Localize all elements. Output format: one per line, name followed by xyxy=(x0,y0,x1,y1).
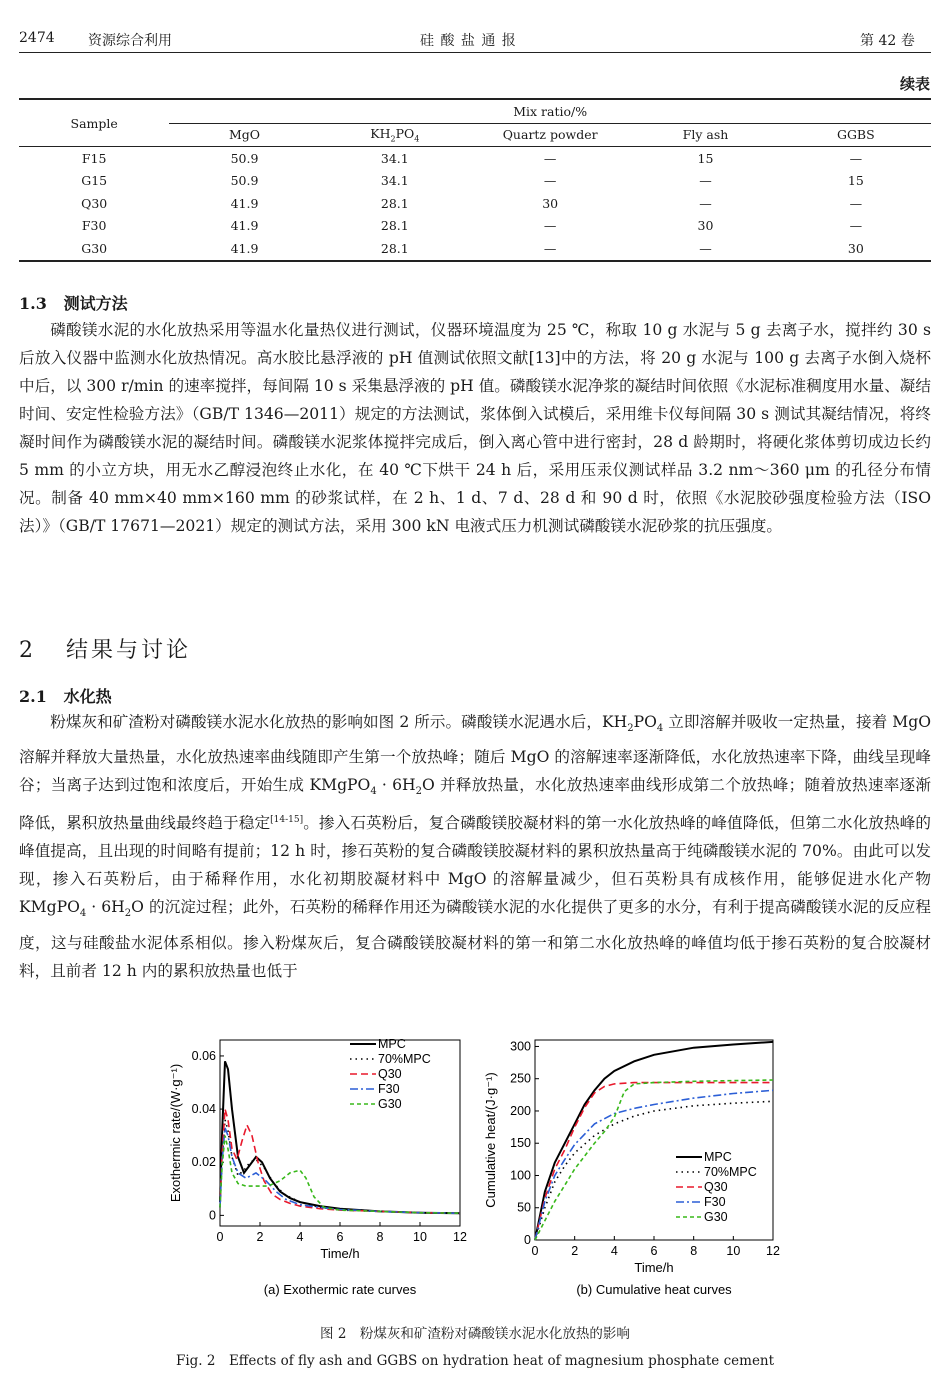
y-tick-label: 50 xyxy=(517,1200,531,1215)
section-1-3-body xyxy=(19,316,931,540)
chart-panel-1 xyxy=(168,1037,467,1297)
legend-label: F30 xyxy=(378,1082,400,1096)
value-cell: 50.9 xyxy=(230,150,259,166)
section-number: 2.1 xyxy=(19,687,47,706)
series-line-f30 xyxy=(220,1128,460,1214)
journal-section: 资源综合利用 xyxy=(88,33,172,49)
y-tick-label: 0.06 xyxy=(191,1048,216,1063)
sample-header: Sample xyxy=(70,115,118,131)
journal-name: 硅 酸 盐 通 报 xyxy=(420,33,517,49)
sample-cell: F30 xyxy=(81,218,107,234)
x-axis-label: Time/h xyxy=(634,1260,674,1275)
figure-caption-en: Fig. 2 Effects of fly ash and GGBS on hydration heat of magnesium phosphate cement xyxy=(175,1353,775,1369)
section-number: 2 xyxy=(19,638,36,663)
y-tick-label: 0.02 xyxy=(191,1155,216,1170)
sample-cell: G30 xyxy=(81,240,108,256)
section-number: 1.3 xyxy=(19,294,47,313)
value-cell: 15 xyxy=(847,173,864,189)
volume-label: 第 42 卷 xyxy=(860,33,915,49)
sample-cell: G15 xyxy=(81,173,108,189)
x-tick-label: 8 xyxy=(690,1244,698,1258)
value-cell: — xyxy=(543,150,557,166)
table-row xyxy=(19,170,931,193)
value-cell: 28.1 xyxy=(380,218,409,234)
legend-label: Q30 xyxy=(378,1067,402,1081)
section-title: 测试方法 xyxy=(63,294,128,313)
x-tick-label: 10 xyxy=(413,1230,427,1244)
mix-ratio-table xyxy=(19,100,931,260)
value-cell: 41.9 xyxy=(230,218,259,234)
x-tick-label: 12 xyxy=(453,1230,467,1244)
plot-frame xyxy=(220,1040,460,1226)
x-tick-label: 8 xyxy=(376,1230,384,1244)
value-cell: 50.9 xyxy=(230,173,259,189)
value-cell: 34.1 xyxy=(380,150,409,166)
value-cell: 41.9 xyxy=(230,195,259,211)
value-cell: — xyxy=(543,218,557,234)
section-2-1-body xyxy=(19,708,931,985)
table-bottom-rule xyxy=(19,260,931,262)
column-header: $KH_2PO_4$ xyxy=(370,126,420,144)
value-cell: 15 xyxy=(697,150,714,166)
table-row xyxy=(19,237,931,260)
table-row xyxy=(19,192,931,215)
figure-2 xyxy=(0,1030,950,1320)
x-tick-label: 12 xyxy=(766,1244,780,1258)
column-header: MgO xyxy=(228,127,261,143)
x-tick-label: 2 xyxy=(571,1244,579,1258)
y-axis-label: Exothermic rate/(W·g⁻¹) xyxy=(168,1063,183,1203)
column-header: Fly ash xyxy=(682,127,729,143)
section-title: 结果与讨论 xyxy=(65,638,191,663)
mix-ratio-header: Mix ratio/% xyxy=(169,100,931,123)
value-cell: 28.1 xyxy=(380,195,409,211)
legend-label: 70%MPC xyxy=(704,1165,757,1179)
y-tick-label: 150 xyxy=(510,1136,531,1151)
y-tick-label: 250 xyxy=(510,1071,531,1086)
table-row xyxy=(19,147,931,170)
x-tick-label: 6 xyxy=(336,1230,344,1244)
series-line-g30 xyxy=(220,1136,460,1214)
section-1-3-heading xyxy=(19,291,128,314)
column-header: GGBS xyxy=(836,127,875,143)
legend-label: 70%MPC xyxy=(378,1052,431,1066)
value-cell: — xyxy=(849,195,863,211)
x-tick-label: 6 xyxy=(650,1244,658,1258)
header-rule xyxy=(19,52,931,53)
y-tick-label: 300 xyxy=(510,1039,531,1054)
y-tick-label: 0 xyxy=(524,1233,531,1247)
series-line-70pctmpc xyxy=(220,1120,460,1214)
x-tick-label: 4 xyxy=(610,1244,618,1258)
reference-citation[interactable]: [14-15] xyxy=(270,815,304,826)
chart-panel-2 xyxy=(483,1039,780,1297)
chart-title: (b) Cumulative heat curves xyxy=(576,1282,732,1297)
x-axis-label: Time/h xyxy=(320,1246,360,1261)
plot-frame xyxy=(535,1040,773,1240)
paragraph: 磷酸镁水泥的水化放热采用等温水化量热仪进行测试，仪器环境温度为 25 ℃，称取 10 g 水泥与 5 g 去离子水，搅拌约 30 s 后放入仪器中监测水化放热情况。高水胶比悬浮液的 pH 值测试依照文献[13]中的方法，将 20 g 水泥与 100 g 去离子水倒入烧杯中后，以 300 r/min 的速率搅拌，每间隔 10 s 采集悬浮液的 pH 值。磷酸镁水泥净浆的凝结时间依照《水泥标准稠度用水量、凝结时间、安定性检验方法》（GB/T 1346—2011）规定的方法测试，浆体倒入试模后，采用维卡仪每间隔 30 s 测试其凝结情况，将终凝时间作为磷酸镁水泥的凝结时间。磷酸镁水泥浆体搅拌完成后，倒入离心管中进行密封，28 d 龄期时，将硬化浆体剪切成边长约 5 mm 的小立方块，用无水乙醇浸泡终止水化，在 40 ℃下烘干 24 h 后，采用压汞仪测试样品 3.2 nm～360 μm 的孔径分布情况。制备 40 mm×40 mm×160 mm 的砂浆试样，在 2 h、1 d、7 d、28 d 和 90 d 时，依照《水泥胶砂强度检验方法（ISO 法）》（GB/T 17671—2021）规定的测试方法，采用 300 kN 电液式压力机测试磷酸镁水泥砂浆的抗压强度。 xyxy=(19,321,931,535)
value-cell: 30 xyxy=(542,195,559,211)
page-number: 2474 xyxy=(19,30,55,46)
y-tick-label: 0.04 xyxy=(191,1102,216,1117)
legend-label: F30 xyxy=(704,1195,726,1209)
value-cell: 30 xyxy=(847,240,864,256)
y-axis-label: Cumulative heat/(J·g⁻¹) xyxy=(483,1072,498,1208)
value-cell: — xyxy=(699,240,712,256)
legend-label: Q30 xyxy=(704,1180,728,1194)
table-continued-label: 续表 xyxy=(899,75,930,93)
column-header: Quartz powder xyxy=(502,127,598,143)
paragraph: 粉煤灰和矿渣粉对磷酸镁水泥水化放热的影响如图 2 所示。磷酸镁水泥遇水后，$KH_2PO_4$ 立即溶解并吸收一定热量，接着 MgO 溶解并释放大量热量，水化放热速率曲线随即产生第一个放热峰；随后 MgO 的溶解速率逐渐降低，水化放热速率下降，曲线呈现峰谷；当离子达到过饱和浓度后，开始生成 KMgPO$_4$ · $6H_2O$ 并释放热量，水化放热速率曲线形成第二个放热峰；随着放热速率逐渐降低，累积放热量曲线最终趋于稳定[14-15]。掺入石英粉后，复合磷酸镁胶凝材料的第一水化放热峰的峰值降低，但第二水化放热峰的峰值提高，且出现的时间略有提前；12 h 时，掺石英粉的复合磷酸镁胶凝材料的累积放热量高于纯磷酸镁水泥的 70%。由此可以发现，掺入石英粉后，由于稀释作用，水化初期胶凝材料中 MgO 的溶解量减少，但石英粉具有成核作用，能够促进水化产物 KMgPO$_4$ · $6H_2O$ 的沉淀过程；此外，石英粉的稀释作用还为磷酸镁水泥的水化提供了更多的水分，有利于提高磷酸镁水泥的反应程度，这与硅酸盐水泥体系相似。掺入粉煤灰后，复合磷酸镁胶凝材料的第一和第二水化放热峰的峰值均低于掺石英粉的复合胶凝材料，且前者 12 h 内的累积放热量也低于 xyxy=(19,713,932,980)
series-line-mpc xyxy=(535,1042,773,1240)
series-line-q30 xyxy=(220,1109,460,1213)
value-cell: — xyxy=(849,218,863,234)
value-cell: — xyxy=(543,173,557,189)
y-tick-label: 200 xyxy=(510,1103,531,1118)
series-line-q30 xyxy=(535,1083,773,1240)
value-cell: 41.9 xyxy=(230,240,259,256)
chart-title: (a) Exothermic rate curves xyxy=(263,1282,417,1297)
x-tick-label: 0 xyxy=(216,1230,224,1244)
legend-label: G30 xyxy=(704,1210,728,1224)
value-cell: — xyxy=(543,240,557,256)
section-2-heading xyxy=(19,633,191,664)
value-cell: — xyxy=(699,173,712,189)
series-line-mpc xyxy=(220,1061,460,1213)
value-cell: — xyxy=(849,150,863,166)
legend-label: MPC xyxy=(704,1150,732,1164)
x-tick-label: 0 xyxy=(531,1244,539,1258)
sample-cell: F15 xyxy=(81,150,107,166)
x-tick-label: 4 xyxy=(296,1230,304,1244)
y-tick-label: 0 xyxy=(209,1208,216,1223)
value-cell: 30 xyxy=(697,218,714,234)
x-tick-label: 2 xyxy=(256,1230,264,1244)
section-2-1-heading xyxy=(19,684,112,707)
value-cell: 34.1 xyxy=(380,173,409,189)
x-tick-label: 10 xyxy=(726,1244,741,1258)
value-cell: 28.1 xyxy=(380,240,409,256)
value-cell: — xyxy=(699,195,712,211)
section-title: 水化热 xyxy=(63,687,112,706)
legend-label: G30 xyxy=(378,1097,402,1111)
table-row xyxy=(19,215,931,238)
legend-label: MPC xyxy=(378,1037,406,1051)
y-tick-label: 100 xyxy=(510,1168,531,1183)
figure-caption-cn: 图 2 粉煤灰和矿渣粉对磷酸镁水泥水化放热的影响 xyxy=(320,1326,630,1342)
sample-cell: Q30 xyxy=(81,195,108,211)
